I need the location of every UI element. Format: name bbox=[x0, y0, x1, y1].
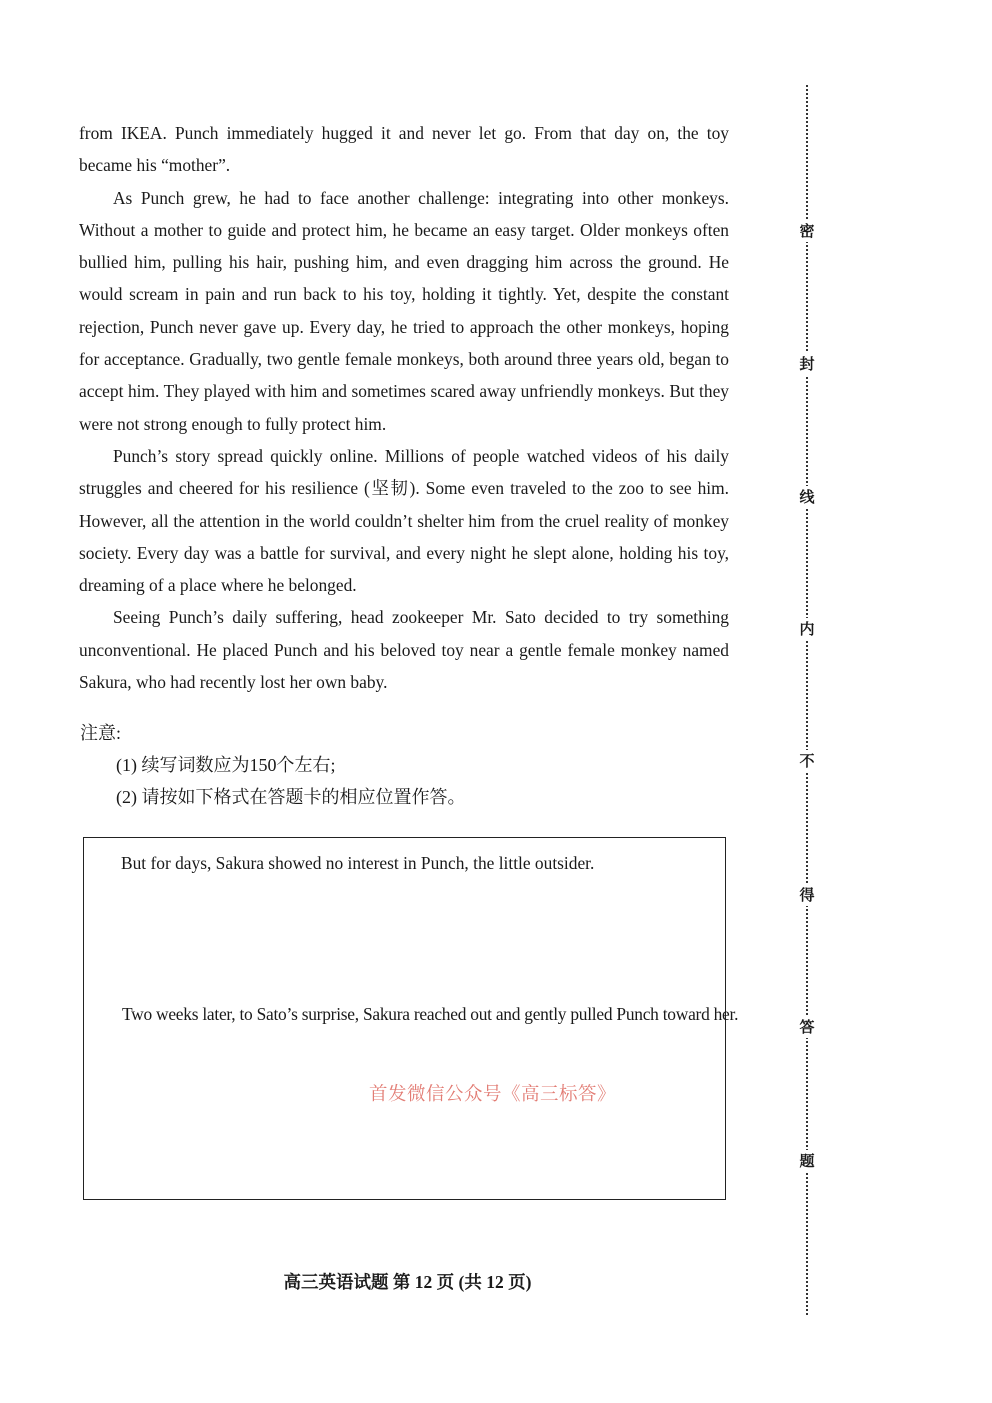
instructions bbox=[80, 717, 720, 813]
instruction-format: (2) 请按如下格式在答题卡的相应位置作答。 bbox=[116, 787, 466, 807]
passage-paragraph-4: Seeing Punch’s daily suffering, head zookeeper Mr. Sato decided to try something unconventional. He placed Punch and his beloved toy near a gentle female monkey named Sakura, who had recently lost her own baby. bbox=[79, 607, 729, 693]
answer-box bbox=[83, 837, 739, 1200]
passage-paragraph-2: As Punch grew, he had to face another challenge: integrating into other monkeys. Without a mother to guide and protect him, he became an easy target. Older monkeys often bullied him, pulling his hair, pushing him, and even dragging him across the ground. He would scream in pain and run back to his toy, holding it tightly. Yet, despite the constant rejection, Punch never gave up. Every day, he tried to approach the other monkeys, hoping for acceptance. Gradually, two gentle female monkeys, both around three years old, began to accept him. They played with him and sometimes scared away unfriendly monkeys. But they were not strong enough to fully protect him. bbox=[79, 187, 729, 434]
seal-char: 不 bbox=[797, 750, 817, 772]
seal-char: 题 bbox=[797, 1150, 817, 1172]
seal-char: 内 bbox=[797, 618, 817, 640]
passage-paragraph-3: Punch’s story spread quickly online. Millions of people watched videos of his daily struggles and cheered for his resilience (坚韧). Some even traveled to the zoo to see him. However, all the attention in the world couldn’t shelter him from the cruel reality of monkey society. Every day was a battle for survival, and every night he slept alone, holding his toy, dreaming of a place where he belonged. bbox=[79, 445, 729, 596]
instructions-title: 注意: bbox=[80, 723, 122, 743]
page-footer: 高三英语试题 第 12 页 (共 12 页) bbox=[283, 1272, 532, 1292]
paragraph-1-opening: But for days, Sakura showed no interest in Punch, the little outsider. bbox=[121, 853, 595, 873]
seal-line bbox=[806, 85, 808, 1315]
seal-char: 线 bbox=[797, 486, 817, 508]
passage-paragraph-1: from IKEA. Punch immediately hugged it and never let go. From that day on, the toy became his “mother”. bbox=[79, 123, 729, 176]
seal-char: 密 bbox=[797, 220, 817, 242]
watermark: 首发微信公众号《高三标答》 bbox=[369, 1085, 617, 1105]
reading-passage bbox=[79, 117, 729, 698]
seal-char: 得 bbox=[797, 884, 817, 906]
seal-char: 封 bbox=[797, 353, 817, 375]
paragraph-2-opening: Two weeks later, to Sato’s surprise, Sakura reached out and gently pulled Punch toward her. bbox=[122, 1004, 739, 1024]
instruction-word-count: (1) 续写词数应为150个左右; bbox=[116, 755, 336, 775]
seal-char: 答 bbox=[797, 1016, 817, 1038]
